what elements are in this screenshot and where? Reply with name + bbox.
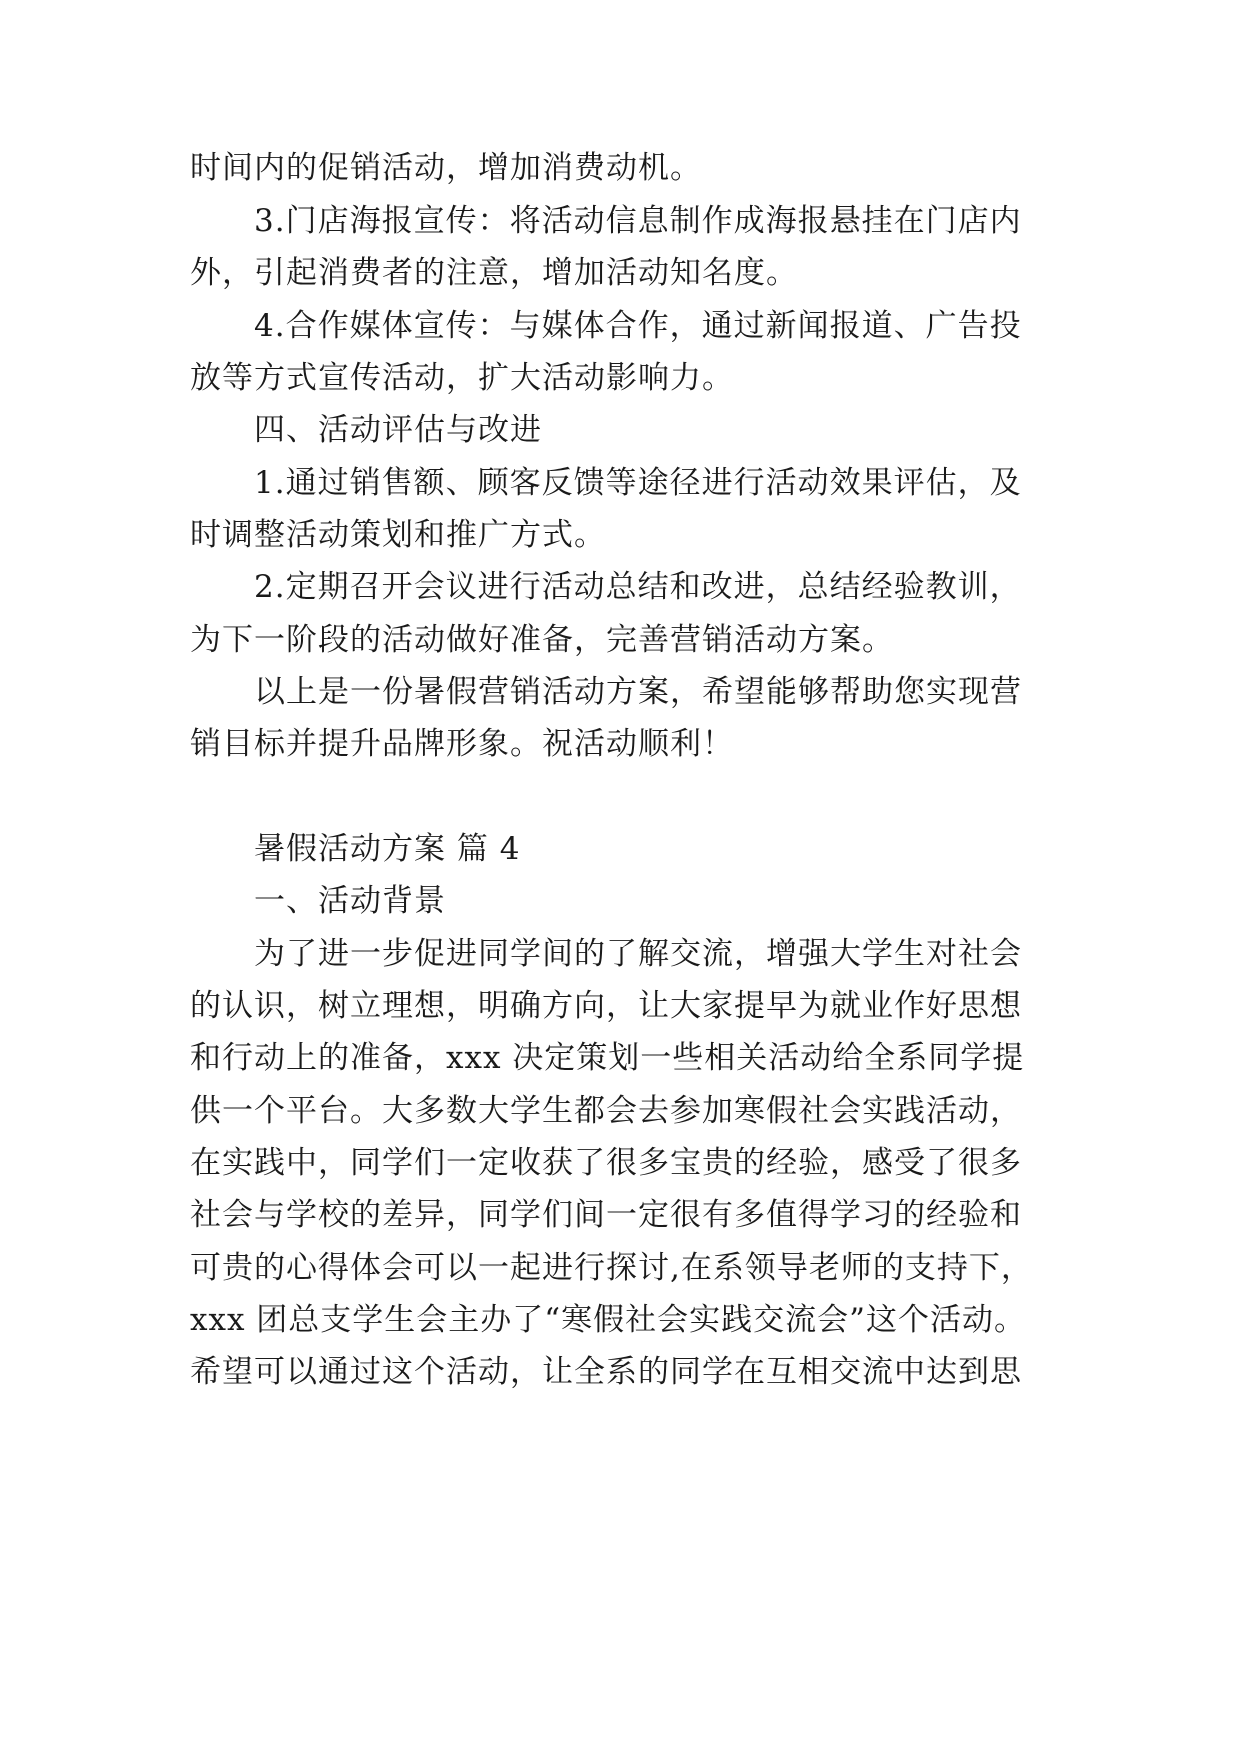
text-line: 为下一阶段的活动做好准备，完善营销活动方案。 (190, 622, 894, 658)
text-line: 时调整活动策划和推广方式。 (190, 517, 606, 553)
text-line: 为了进一步促进同学间的了解交流，增强大学生对社会 (254, 936, 1022, 972)
text-line: 和行动上的准备，xxx 决定策划一些相关活动给全系同学提 (190, 1040, 1025, 1076)
text-line: 供一个平台。大多数大学生都会去参加寒假社会实践活动， (190, 1093, 1022, 1129)
text-line: 时间内的促销活动，增加消费动机。 (190, 150, 702, 186)
text-line: 外，引起消费者的注意，增加活动知名度。 (190, 255, 798, 291)
text-line: 的认识，树立理想，明确方向，让大家提早为就业作好思想 (190, 988, 1022, 1024)
text-line: 可贵的心得体会可以一起进行探讨,在系领导老师的支持下， (190, 1250, 1033, 1286)
text-line: 社会与学校的差异，同学们间一定很有多值得学习的经验和 (190, 1197, 1022, 1233)
section-heading: 一、活动背景 (254, 883, 446, 919)
section-heading: 四、活动评估与改进 (254, 412, 542, 448)
text-line: 在实践中，同学们一定收获了很多宝贵的经验，感受了很多 (190, 1145, 1022, 1181)
text-line: 2.定期召开会议进行活动总结和改进，总结经验教训， (254, 569, 1022, 605)
text-line: 放等方式宣传活动，扩大活动影响力。 (190, 360, 734, 396)
text-line: 1.通过销售额、顾客反馈等途径进行活动效果评估，及 (254, 465, 1022, 501)
text-line: xxx 团总支学生会主办了“寒假社会实践交流会”这个活动。 (190, 1302, 1026, 1338)
text-line: 4.合作媒体宣传：与媒体合作，通过新闻报道、广告投 (254, 308, 1022, 344)
text-line: 以上是一份暑假营销活动方案，希望能够帮助您实现营 (254, 674, 1022, 710)
article-title: 暑假活动方案 篇 4 (254, 831, 521, 867)
text-line: 销目标并提升品牌形象。祝活动顺利！ (190, 726, 734, 762)
text-line: 3.门店海报宣传：将活动信息制作成海报悬挂在门店内 (254, 203, 1022, 239)
text-line: 希望可以通过这个活动，让全系的同学在互相交流中达到思 (190, 1354, 1022, 1390)
